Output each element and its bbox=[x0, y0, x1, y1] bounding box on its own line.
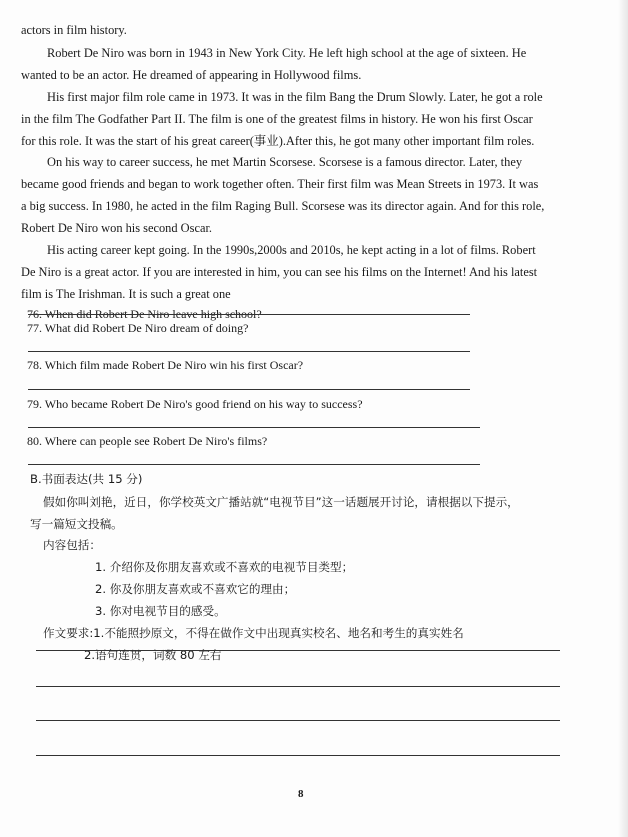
passage-line: actors in film history. bbox=[21, 23, 127, 37]
writing-intro: 假如你叫刘艳，近日，你学校英文广播站就“电视节目”这一话题展开讨论，请根据以下提示， bbox=[43, 495, 519, 509]
question-77: 77. What did Robert De Niro dream of doing? bbox=[27, 321, 249, 335]
answer-line-76[interactable] bbox=[28, 314, 470, 315]
question-78: 78. Which film made Robert De Niro win his first Oscar? bbox=[27, 358, 304, 372]
content-point: 2. 你及你朋友喜欢或不喜欢它的理由； bbox=[95, 582, 296, 596]
answer-line-78[interactable] bbox=[28, 389, 470, 390]
passage-line: for this role. It was the start of his great career(事业).After this, he got many other important film roles. bbox=[21, 134, 535, 148]
page-number: 8 bbox=[298, 788, 304, 800]
answer-line-77[interactable] bbox=[28, 351, 470, 352]
writing-requirement: 2.语句连贯，词数 80 左右 bbox=[84, 648, 222, 662]
passage-line: His first major film role came in 1973. It was in the film Bang the Drum Slowly. Later, he got a role bbox=[47, 90, 543, 104]
question-76: 76. When did Robert De Niro leave high school? bbox=[27, 307, 262, 321]
writing-line[interactable] bbox=[36, 686, 560, 687]
question-79: 79. Who became Robert De Niro's good friend on his way to success? bbox=[27, 397, 363, 411]
passage-line: De Niro is a great actor. If you are interested in him, you can see his films on the Internet! And his latest bbox=[21, 265, 538, 279]
passage-line: Robert De Niro was born in 1943 in New York City. He left high school at the age of sixteen. He bbox=[47, 46, 527, 60]
answer-line-80[interactable] bbox=[28, 464, 480, 465]
passage-line: film is The Irishman. It is such a great one bbox=[21, 287, 231, 301]
writing-requirement: 作文要求:1.不能照抄原文，不得在做作文中出现真实校名、地名和考生的真实姓名 bbox=[43, 626, 464, 640]
answer-line-79[interactable] bbox=[28, 427, 480, 428]
passage-line: in the film The Godfather Part II. The film is one of the greatest films in history. He won his first Oscar bbox=[21, 112, 533, 126]
content-label: 内容包括： bbox=[43, 538, 101, 552]
content-point: 3. 你对电视节目的感受。 bbox=[95, 604, 226, 618]
writing-line[interactable] bbox=[36, 755, 560, 756]
passage-line: On his way to career success, he met Martin Scorsese. Scorsese is a famous director. Later, they bbox=[47, 155, 523, 169]
passage-line: a big success. In 1980, he acted in the film Raging Bull. Scorsese was its director again. And for this role, bbox=[21, 199, 545, 213]
writing-line[interactable] bbox=[36, 650, 560, 651]
passage-line: became good friends and began to work together often. Their first film was Mean Streets in 1973. It was bbox=[21, 177, 539, 191]
passage-line: His acting career kept going. In the 1990s,2000s and 2010s, he kept acting in a lot of films. Robert bbox=[47, 243, 536, 257]
content-point: 1. 介绍你及你朋友喜欢或不喜欢的电视节目类型； bbox=[95, 560, 354, 574]
writing-heading: B.书面表达(共 15 分) bbox=[30, 472, 143, 486]
passage-line: Robert De Niro won his second Oscar. bbox=[21, 221, 212, 235]
question-80: 80. Where can people see Robert De Niro's films? bbox=[27, 434, 268, 448]
passage-line: wanted to be an actor. He dreamed of appearing in Hollywood films. bbox=[21, 68, 362, 82]
writing-intro: 写一篇短文投稿。 bbox=[30, 517, 123, 531]
writing-line[interactable] bbox=[36, 720, 560, 721]
page-edge-shadow bbox=[618, 0, 628, 837]
